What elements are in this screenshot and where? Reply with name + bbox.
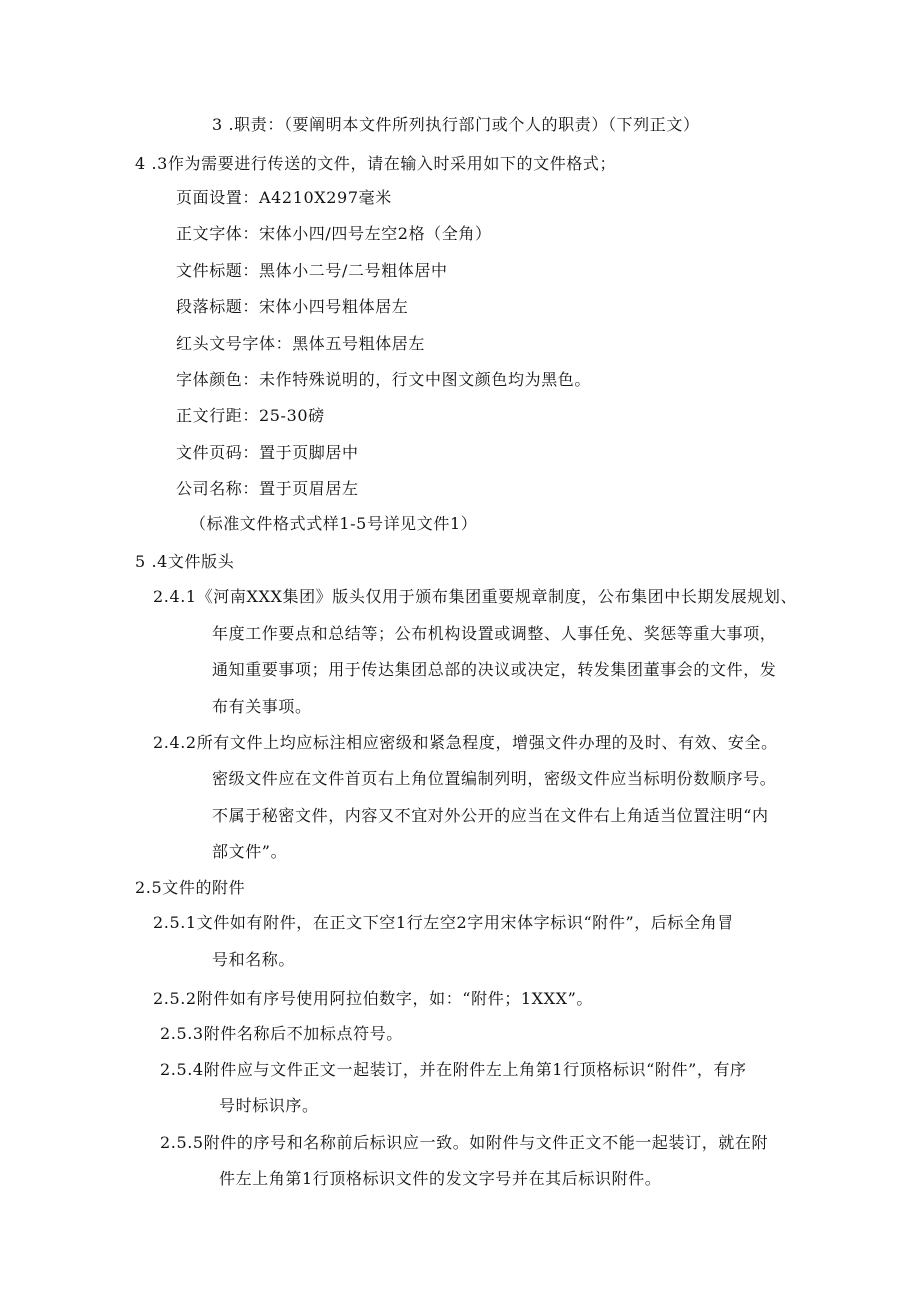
line-2-5-4: 2.5.4附件应与文件正文一起装订，并在附件左上角第1行顶格标识“附件”，有序 xyxy=(160,1060,747,1079)
line-page-number: 文件页码：置于页脚居中 xyxy=(176,443,359,462)
line-company-name: 公司名称：置于页眉居左 xyxy=(176,479,359,498)
line-2-4-2-cont2: 不属于秘密文件，内容又不宜对外公开的应当在文件右上角适当位置注明“内 xyxy=(212,806,769,825)
line-2-4-2: 2.4.2所有文件上均应标注相应密级和紧急程度，增强文件办理的及时、有效、安全。 xyxy=(153,733,778,752)
line-standard-note: （标准文件格式式样1-5号详见文件1） xyxy=(190,514,478,533)
line-2-5-3: 2.5.3附件名称后不加标点符号。 xyxy=(160,1024,403,1043)
line-2-4-2-cont3: 部文件”。 xyxy=(212,842,288,861)
line-responsibility: 3 .职责：（要阐明本文件所列执行部门或个人的职责）（下列正文） xyxy=(212,115,700,134)
line-2-4-2-cont1: 密级文件应在文件首页右上角位置编制列明，密级文件应当标明份数顺序号。 xyxy=(212,769,777,788)
line-2-5-4-cont1: 号时标识序。 xyxy=(219,1096,319,1115)
line-font-color: 字体颜色：未作特殊说明的，行文中图文颜色均为黑色。 xyxy=(176,370,592,389)
line-2-4-1-cont2: 通知重要事项；用于传达集团总部的决议或决定，转发集团董事会的文件，发 xyxy=(212,660,777,679)
line-line-spacing: 正文行距：25-30磅 xyxy=(176,406,325,425)
line-2-4-1-cont1: 年度工作要点和总结等；公布机构设置或调整、人事任免、奖惩等重大事项， xyxy=(212,624,777,643)
line-page-setup: 页面设置：A4210X297毫米 xyxy=(176,188,392,207)
heading-document-header: 5 .4文件版头 xyxy=(135,552,235,571)
line-2-5-1: 2.5.1文件如有附件，在正文下空1行左空2字用宋体字标识“附件”，后标全角冒 xyxy=(153,913,734,932)
line-section-title: 段落标题：宋体小四号粗体居左 xyxy=(176,297,409,316)
line-2-5-5-cont1: 件左上角第1行顶格标识文件的发文字号并在其后标识附件。 xyxy=(219,1169,662,1188)
line-2-4-1-cont3: 布有关事项。 xyxy=(212,697,312,716)
line-2-5-2: 2.5.2附件如有序号使用阿拉伯数字，如：“附件；1XXX”。 xyxy=(153,989,594,1008)
line-title-font: 文件标题：黑体小二号/二号粗体居中 xyxy=(176,261,448,280)
line-2-5-1-cont1: 号和名称。 xyxy=(212,950,296,969)
line-2-5-5: 2.5.5附件的序号和名称前后标识应一致。如附件与文件正文不能一起装订，就在附 xyxy=(160,1133,769,1152)
line-2-4-1: 2.4.1《河南XXX集团》版头仅用于颁布集团重要规章制度，公布集团中长期发展规划、 xyxy=(153,587,798,606)
line-body-font: 正文字体：宋体小四/四号左空2格（全角） xyxy=(176,224,492,243)
line-format-intro: 4 .3作为需要进行传送的文件，请在输入时采用如下的文件格式； xyxy=(135,154,617,173)
line-header-font: 红头文号字体：黑体五号粗体居左 xyxy=(176,334,426,353)
heading-attachments: 2.5文件的附件 xyxy=(135,878,246,897)
